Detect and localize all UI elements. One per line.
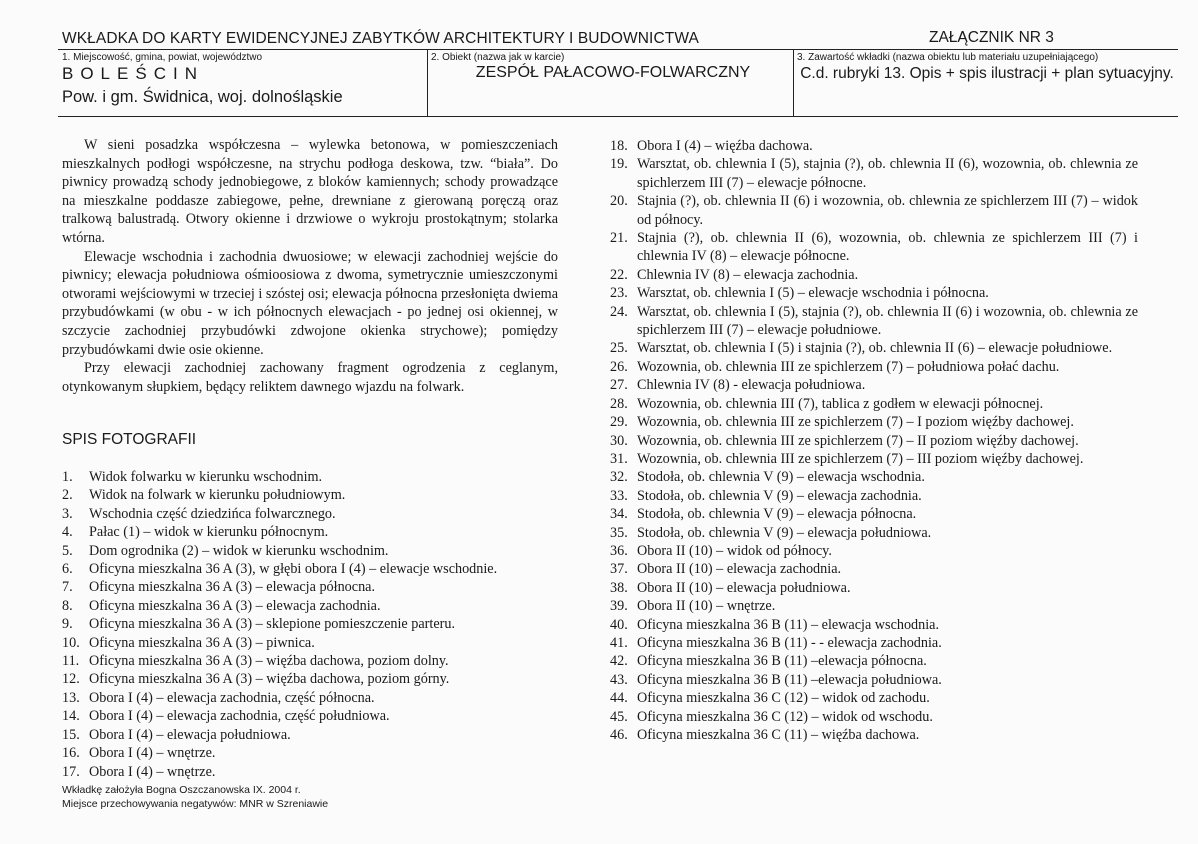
photo-list-item [62, 670, 562, 688]
photo-number: 5. [62, 542, 73, 559]
photo-list-item [62, 542, 562, 560]
photo-number: 10. [62, 634, 80, 651]
photo-caption: Oficyna mieszkalna 36 B (11) –elewacja północna. [637, 653, 927, 670]
photo-number: 39. [610, 598, 628, 615]
header-bottom-rule [58, 116, 1178, 117]
description-text [62, 136, 558, 396]
photo-caption: Widok folwarku w kierunku wschodnim. [89, 469, 323, 485]
photo-list-item [62, 505, 562, 523]
photo-number: 40. [610, 616, 628, 633]
photo-list-heading: SPIS FOTOGRAFII [62, 431, 197, 448]
photo-caption: Wozownia, ob. chlewnia III ze spichlerzem (7) – III poziom więźby dachowej. [637, 450, 1084, 467]
photo-list-item [610, 616, 1138, 634]
photo-number: 45. [610, 708, 628, 725]
photo-list-item [610, 468, 1138, 486]
photo-number: 20. [610, 193, 628, 210]
photo-caption: Wozownia, ob. chlewnia III ze spichlerzem (7) – I poziom więźby dachowej. [637, 414, 1074, 431]
photo-number: 15. [62, 726, 80, 743]
photo-list-item [610, 229, 1138, 266]
photo-list-item [610, 358, 1138, 376]
photo-caption: Wozownia, ob. chlewnia III ze spichlerzem (7) – II poziom więźby dachowej. [637, 432, 1079, 449]
photo-caption: Obora I (4) – elewacja zachodnia, część południowa. [89, 708, 390, 725]
photo-caption: Obora I (4) – wnętrze. [89, 745, 216, 762]
photo-caption: Chlewnia IV (8) - elewacja południowa. [637, 377, 866, 394]
photo-list-item [62, 468, 562, 486]
photo-number: 3. [62, 505, 73, 522]
photo-list-item [610, 542, 1138, 560]
photo-caption: Stodoła, ob. chlewnia V (9) – elewacja południowa. [637, 524, 932, 541]
footer-notes [62, 783, 328, 811]
form-title: WKŁADKA DO KARTY EWIDENCYJNEJ ZABYTKÓW ARCHITEKTURY I BUDOWNICTWA [62, 30, 699, 47]
photo-caption: Obora I (4) – wnętrze. [89, 763, 216, 780]
photo-list-item [62, 707, 562, 725]
author-note: Wkładkę założyła Bogna Oszczanowska IX. 2004 r. [62, 784, 301, 796]
photo-caption: Dom ogrodnika (2) – widok w kierunku wschodnim. [89, 542, 389, 559]
photo-number: 17. [62, 763, 80, 780]
photo-caption: Stodoła, ob. chlewnia V (9) – elewacja północna. [637, 506, 917, 523]
photo-caption: Oficyna mieszkalna 36 A (3) – więźba dachowa, poziom górny. [89, 671, 450, 688]
description-paragraph: Elewacje wschodnia i zachodnia dwuosiowe; w elewacji zachodniej wejście do piwnicy; elewacja południowa ośmioosiowa z dwoma, symetrycznie umieszczonymi otworami wejściowymi w trzeciej i szóstej osi; elewacja północna przesłonięta dwiema przybudówkami (w obu - w ich północnych elewacjach - po jednej osi okiennej, w szczycie zachodniej przybudówki zdwojone okienka strychowe); pomiędzy przybudówkami dwie osie okienne. [62, 248, 558, 358]
photo-list-item [62, 523, 562, 541]
photo-number: 38. [610, 579, 628, 596]
photo-list-item [610, 155, 1138, 192]
header-divider-2 [793, 49, 794, 116]
photo-list-item [610, 376, 1138, 394]
photo-caption: Oficyna mieszkalna 36 B (11) – elewacja wschodnia. [637, 616, 940, 633]
photo-number: 1. [62, 469, 73, 485]
photo-caption: Obora II (10) – elewacja zachodnia. [637, 561, 842, 578]
photo-number: 36. [610, 542, 628, 559]
photo-caption: Pałac (1) – widok w kierunku północnym. [89, 524, 329, 541]
cell-contents-label: 3. Zawartość wkładki (nazwa obiektu lub materiału uzupełniającego) [797, 52, 1099, 63]
photo-caption: Stodoła, ob. chlewnia V (9) – elewacja wschodnia. [637, 469, 925, 486]
photo-caption: Warsztat, ob. chlewnia I (5) – elewacje wschodnia i północna. [637, 285, 989, 302]
photo-list-item [610, 597, 1138, 615]
photo-caption: Oficyna mieszkalna 36 A (3), w głębi obora I (4) – elewacje wschodnie. [89, 561, 498, 578]
photo-caption: Oficyna mieszkalna 36 A (3) – elewacja północna. [89, 579, 376, 596]
photo-list-item [62, 726, 562, 744]
photo-list-item [610, 192, 1138, 229]
photo-number: 31. [610, 450, 628, 467]
photo-number: 26. [610, 358, 628, 375]
photo-number: 14. [62, 708, 80, 725]
photo-list-item [62, 578, 562, 596]
photo-list-item [610, 432, 1138, 450]
photo-caption: Warsztat, ob. chlewnia I (5), stajnia (?), ob. chlewnia II (6) i wozownia, ob. chlewnia ze spichlerzem III (7) – elewacje południowe. [637, 303, 1138, 339]
photo-caption: Obora I (4) – więźba dachowa. [637, 138, 813, 154]
object-name: ZESPÓŁ PAŁACOWO-FOLWARCZNY [475, 64, 751, 81]
photo-number: 11. [62, 653, 80, 670]
photo-list-item [62, 744, 562, 762]
annex-number: ZAŁĄCZNIK NR 3 [929, 29, 1054, 46]
photo-caption: Obora I (4) – elewacja południowa. [89, 726, 291, 743]
contents-description: C.d. rubryki 13. Opis + spis ilustracji + plan sytuacyjny. [800, 65, 1174, 82]
photo-number: 4. [62, 524, 73, 541]
photo-list-item [610, 560, 1138, 578]
photo-number: 42. [610, 653, 628, 670]
photo-number: 24. [610, 303, 628, 320]
photo-caption: Oficyna mieszkalna 36 A (3) – elewacja zachodnia. [89, 597, 381, 614]
photo-list-item [610, 579, 1138, 597]
photo-list-item [610, 652, 1138, 670]
photo-number: 33. [610, 487, 628, 504]
photo-caption: Oficyna mieszkalna 36 A (3) – sklepione pomieszczenie parteru. [89, 616, 455, 633]
photo-list-item [610, 524, 1138, 542]
photo-list-item [610, 450, 1138, 468]
header-divider-1 [427, 49, 428, 116]
photo-number: 7. [62, 579, 73, 596]
photo-number: 46. [610, 727, 628, 743]
photo-list-left [62, 468, 562, 781]
photo-list-item [62, 597, 562, 615]
photo-number: 30. [610, 432, 628, 449]
storage-note: Miejsce przechowywania negatywów: MNR w Szreniawie [62, 798, 329, 810]
photo-caption: Obora II (10) – wnętrze. [637, 598, 776, 615]
photo-caption: Oficyna mieszkalna 36 B (11) - - elewacja zachodnia. [637, 634, 942, 651]
photo-caption: Oficyna mieszkalna 36 A (3) – piwnica. [89, 634, 315, 651]
photo-caption: Warsztat, ob. chlewnia I (5), stajnia (?), ob. chlewnia II (6), wozownia, ob. chlewnia ze spichlerzem III (7) – elewacje północne. [637, 156, 1138, 191]
photo-caption: Oficyna mieszkalna 36 C (12) – widok od wschodu. [637, 708, 933, 725]
photo-number: 9. [62, 616, 73, 633]
cell-location-label: 1. Miejscowość, gmina, powiat, województwo [62, 52, 263, 63]
photo-list-item [610, 303, 1138, 340]
photo-caption: Wozownia, ob. chlewnia III (7), tablica z godłem w elewacji północnej. [637, 395, 1044, 412]
photo-list-item [62, 763, 562, 781]
photo-caption: Obora I (4) – elewacja zachodnia, część północna. [89, 689, 375, 706]
photo-list-item [62, 560, 562, 578]
photo-number: 12. [62, 671, 80, 688]
photo-caption: Chlewnia IV (8) – elewacja zachodnia. [637, 266, 859, 283]
photo-number: 18. [610, 138, 628, 154]
photo-caption: Oficyna mieszkalna 36 A (3) – więźba dachowa, poziom dolny. [89, 653, 449, 670]
photo-caption: Oficyna mieszkalna 36 B (11) –elewacja południowa. [637, 671, 942, 688]
photo-list-item [610, 634, 1138, 652]
photo-list-item [610, 726, 1138, 744]
photo-list-item [610, 708, 1138, 726]
photo-number: 2. [62, 487, 73, 504]
photo-number: 19. [610, 156, 628, 173]
photo-number: 6. [62, 561, 73, 578]
photo-number: 25. [610, 340, 628, 357]
photo-number: 23. [610, 285, 628, 302]
photo-list-item [610, 137, 1138, 155]
photo-number: 32. [610, 469, 628, 486]
photo-list-item [610, 671, 1138, 689]
photo-caption: Wozownia, ob. chlewnia III ze spichlerzem (7) – południowa połać dachu. [637, 358, 1060, 375]
photo-caption: Wschodnia część dziedzińca folwarcznego. [89, 505, 336, 522]
photo-list-item [610, 266, 1138, 284]
photo-number: 28. [610, 395, 628, 412]
photo-list-item [62, 652, 562, 670]
photo-caption: Stajnia (?), ob. chlewnia II (6), wozownia, ob. chlewnia ze spichlerzem III (7) i chlewnia IV (8) – elewacje północne. [637, 230, 1138, 265]
village-name: BOLEŚCIN [62, 64, 204, 83]
photo-number: 37. [610, 561, 628, 578]
district-name: Pow. i gm. Świdnica, woj. dolnośląskie [62, 88, 343, 106]
photo-caption: Obora II (10) – widok od północy. [637, 542, 832, 559]
header-top-rule [58, 49, 1178, 50]
photo-number: 27. [610, 377, 628, 394]
photo-number: 22. [610, 266, 628, 283]
photo-caption: Stodoła, ob. chlewnia V (9) – elewacja zachodnia. [637, 487, 922, 504]
photo-list-item [610, 505, 1138, 523]
photo-list-item [610, 395, 1138, 413]
photo-number: 43. [610, 671, 628, 688]
photo-list-item [610, 487, 1138, 505]
description-paragraph: Przy elewacji zachodniej zachowany fragment ogrodzenia z ceglanym, otynkowanym słupkiem, będący reliktem dawnego wjazdu na folwark. [62, 360, 558, 395]
photo-list-item [62, 615, 562, 633]
photo-list-item [610, 339, 1138, 357]
photo-number: 35. [610, 524, 628, 541]
photo-list-right [610, 137, 1138, 744]
photo-list-item [62, 689, 562, 707]
photo-number: 13. [62, 689, 80, 706]
photo-list-item [62, 634, 562, 652]
photo-list-item [610, 413, 1138, 431]
photo-number: 29. [610, 414, 628, 431]
photo-number: 41. [610, 634, 628, 651]
photo-number: 21. [610, 230, 628, 247]
photo-number: 34. [610, 506, 628, 523]
photo-caption: Obora II (10) – elewacja południowa. [637, 579, 851, 596]
photo-number: 44. [610, 690, 628, 707]
photo-number: 16. [62, 745, 80, 762]
description-paragraph: W sieni posadzka współczesna – wylewka betonowa, w pomieszczeniach mieszkalnych podłogi współczesne, na strychu podłoga deskowa, tzw. “biała”. Do piwnicy prowadzą schody jednobiegowe, z bloków kamiennych; schody prowadzące na mieszkalne poddasze zabiegowe, pełne, drewniane z gierowaną poręczą oraz tralkową balustradą. Otwory okienne i drzwiowe o wykroju prostokątnym; stolarka wtórna. [62, 137, 558, 246]
photo-number: 8. [62, 597, 73, 614]
photo-caption: Stajnia (?), ob. chlewnia II (6) i wozownia, ob. chlewnia ze spichlerzem III (7) – widok od północy. [637, 193, 1138, 228]
photo-list-item [610, 284, 1138, 302]
cell-object-label: 2. Obiekt (nazwa jak w karcie) [431, 52, 565, 63]
photo-list-item [62, 486, 562, 504]
photo-caption: Widok na folwark w kierunku południowym. [89, 487, 346, 504]
photo-list-item [610, 689, 1138, 707]
photo-caption: Oficyna mieszkalna 36 C (11) – więźba dachowa. [637, 727, 920, 743]
photo-caption: Oficyna mieszkalna 36 C (12) – widok od zachodu. [637, 690, 930, 707]
photo-caption: Warsztat, ob. chlewnia I (5) i stajnia (?), ob. chlewnia II (6) – elewacje południowe. [637, 340, 1113, 357]
